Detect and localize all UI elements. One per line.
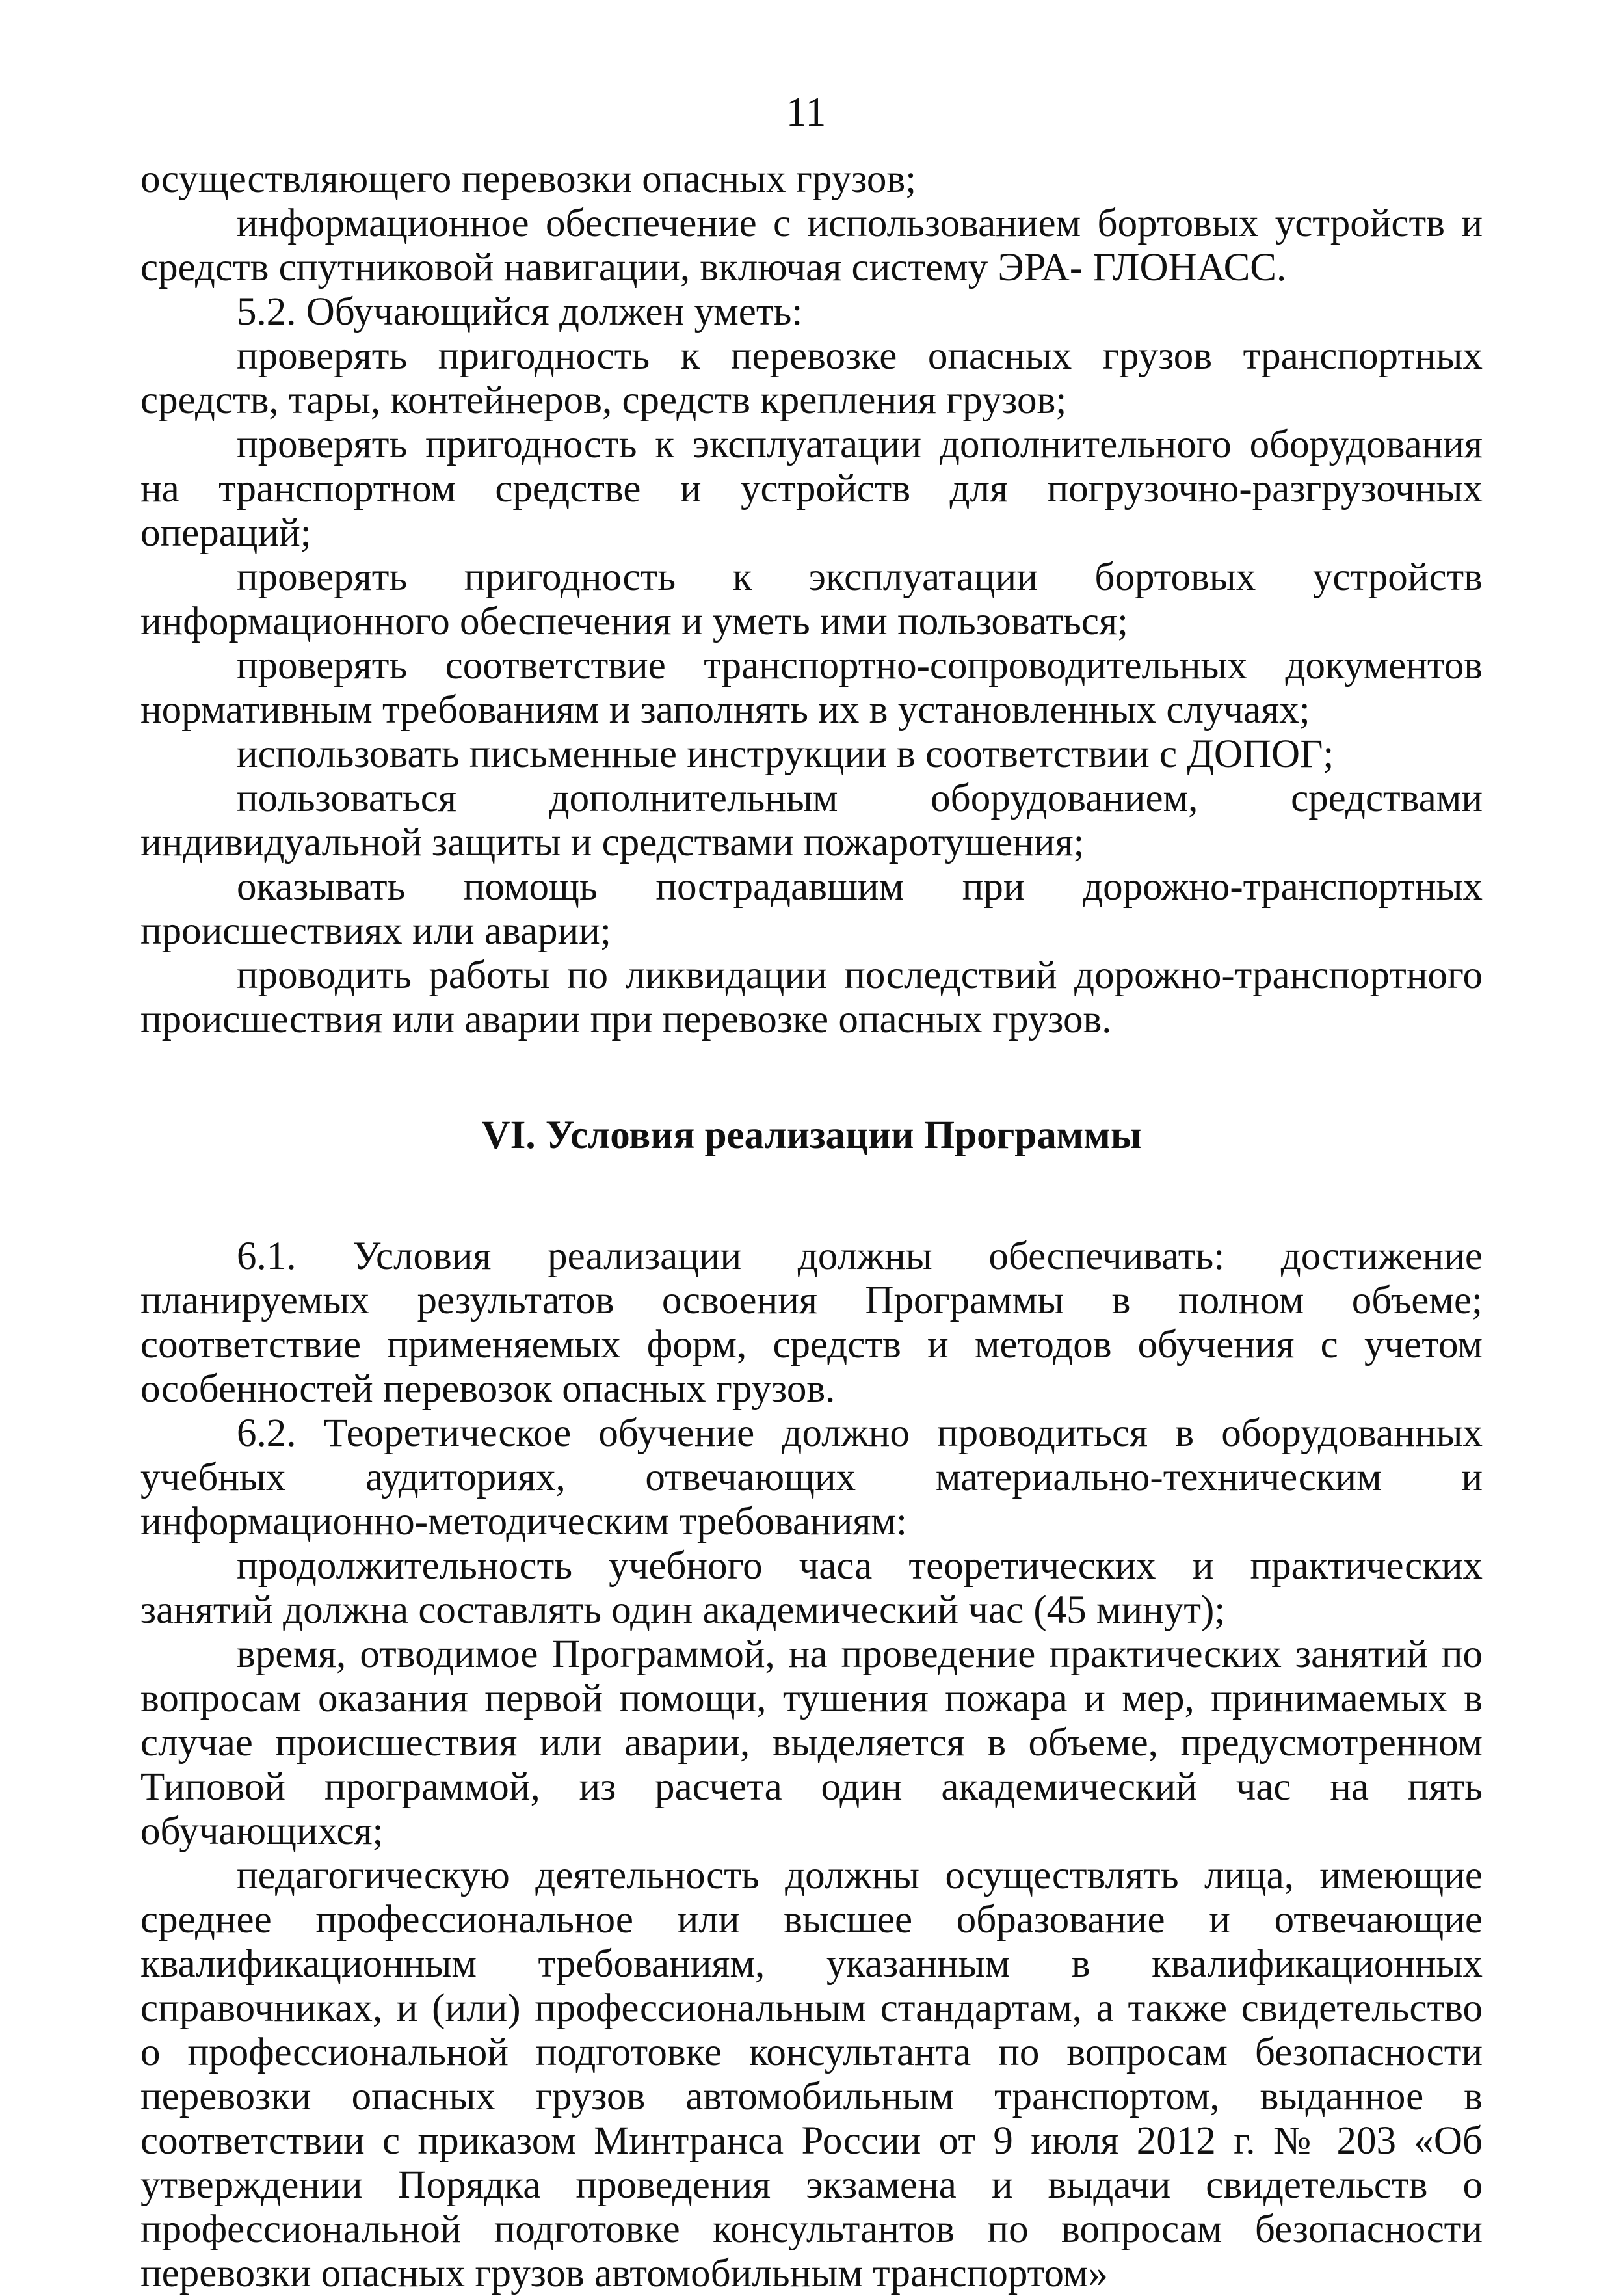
- paragraph-continuation: осуществляющего перевозки опасных грузов;: [140, 157, 917, 201]
- requirement-item: продолжительность учебного часа теоретических и практических занятий должна составлять один академический час (45 минут);: [140, 1544, 1483, 1632]
- requirement-item: время, отводимое Программой, на проведение практических занятий по вопросам оказания первой помощи, тушения пожара и мер, принимаемых в случае происшествия или аварии, выделяется в объеме, предусмотренном Типовой программой, из расчета один академический час на пять обучающихся;: [140, 1633, 1483, 1853]
- clause-5-2: 5.2. Обучающийся должен уметь:: [237, 290, 803, 334]
- skill-item: проверять пригодность к эксплуатации бортовых устройств информационного обеспечения и уметь ими пользоваться;: [140, 555, 1483, 643]
- skill-item: оказывать помощь пострадавшим при дорожно-транспортных происшествиях или аварии;: [140, 865, 1483, 953]
- skill-item: проверять соответствие транспортно-сопроводительных документов нормативным требованиям и заполнять их в установленных случаях;: [140, 644, 1483, 732]
- document-body: [140, 157, 1483, 2296]
- skill-item: проводить работы по ликвидации последствий дорожно-транспортного происшествия или аварии при перевозке опасных грузов.: [140, 954, 1483, 1041]
- paragraph-info-support: информационное обеспечение с использованием бортовых устройств и средств спутниковой навигации, включая систему ЭРА- ГЛОНАСС.: [140, 202, 1483, 289]
- clause-6-2: 6.2. Теоретическое обучение должно проводиться в оборудованных учебных аудиториях, отвечающих материально-техническим и информационно-методическим требованиям:: [140, 1411, 1483, 1543]
- skill-item: пользоваться дополнительным оборудованием, средствами индивидуальной защиты и средствами пожаротушения;: [140, 777, 1483, 864]
- section-heading: VI. Условия реализации Программы: [481, 1114, 1142, 1157]
- skill-item: проверять пригодность к перевозке опасных грузов транспортных средств, тары, контейнеров, средств крепления грузов;: [140, 334, 1483, 422]
- requirement-item: педагогическую деятельность должны осуществлять лица, имеющие среднее профессиональное или высшее образование и отвечающие квалификационным требованиям, указанным в квалификационных справочниках, и (или) профессиональным стандартам, а также свидетельство о профессиональной подготовке консультанта по вопросам безопасности перевозки опасных грузов автомобильным транспортом, выданное в соответствии с приказом Минтранса России от 9 июля 2012 г. № 203 «Об утверждении Порядка проведения экзамена и выдачи свидетельств о профессиональной подготовке консультантов по вопросам безопасности перевозки опасных грузов автомобильным транспортом»: [140, 1854, 1483, 2295]
- clause-6-1: 6.1. Условия реализации должны обеспечивать: достижение планируемых результатов освоения Программы в полном объеме; соответствие применяемых форм, средств и методов обучения с учетом особенностей перевозок опасных грузов.: [140, 1235, 1483, 1411]
- skill-item: проверять пригодность к эксплуатации дополнительного оборудования на транспортном средстве и устройств для погрузочно-разгрузочных операций;: [140, 423, 1483, 555]
- skill-item: использовать письменные инструкции в соответствии с ДОПОГ;: [237, 732, 1334, 776]
- page-number: 11: [786, 88, 826, 135]
